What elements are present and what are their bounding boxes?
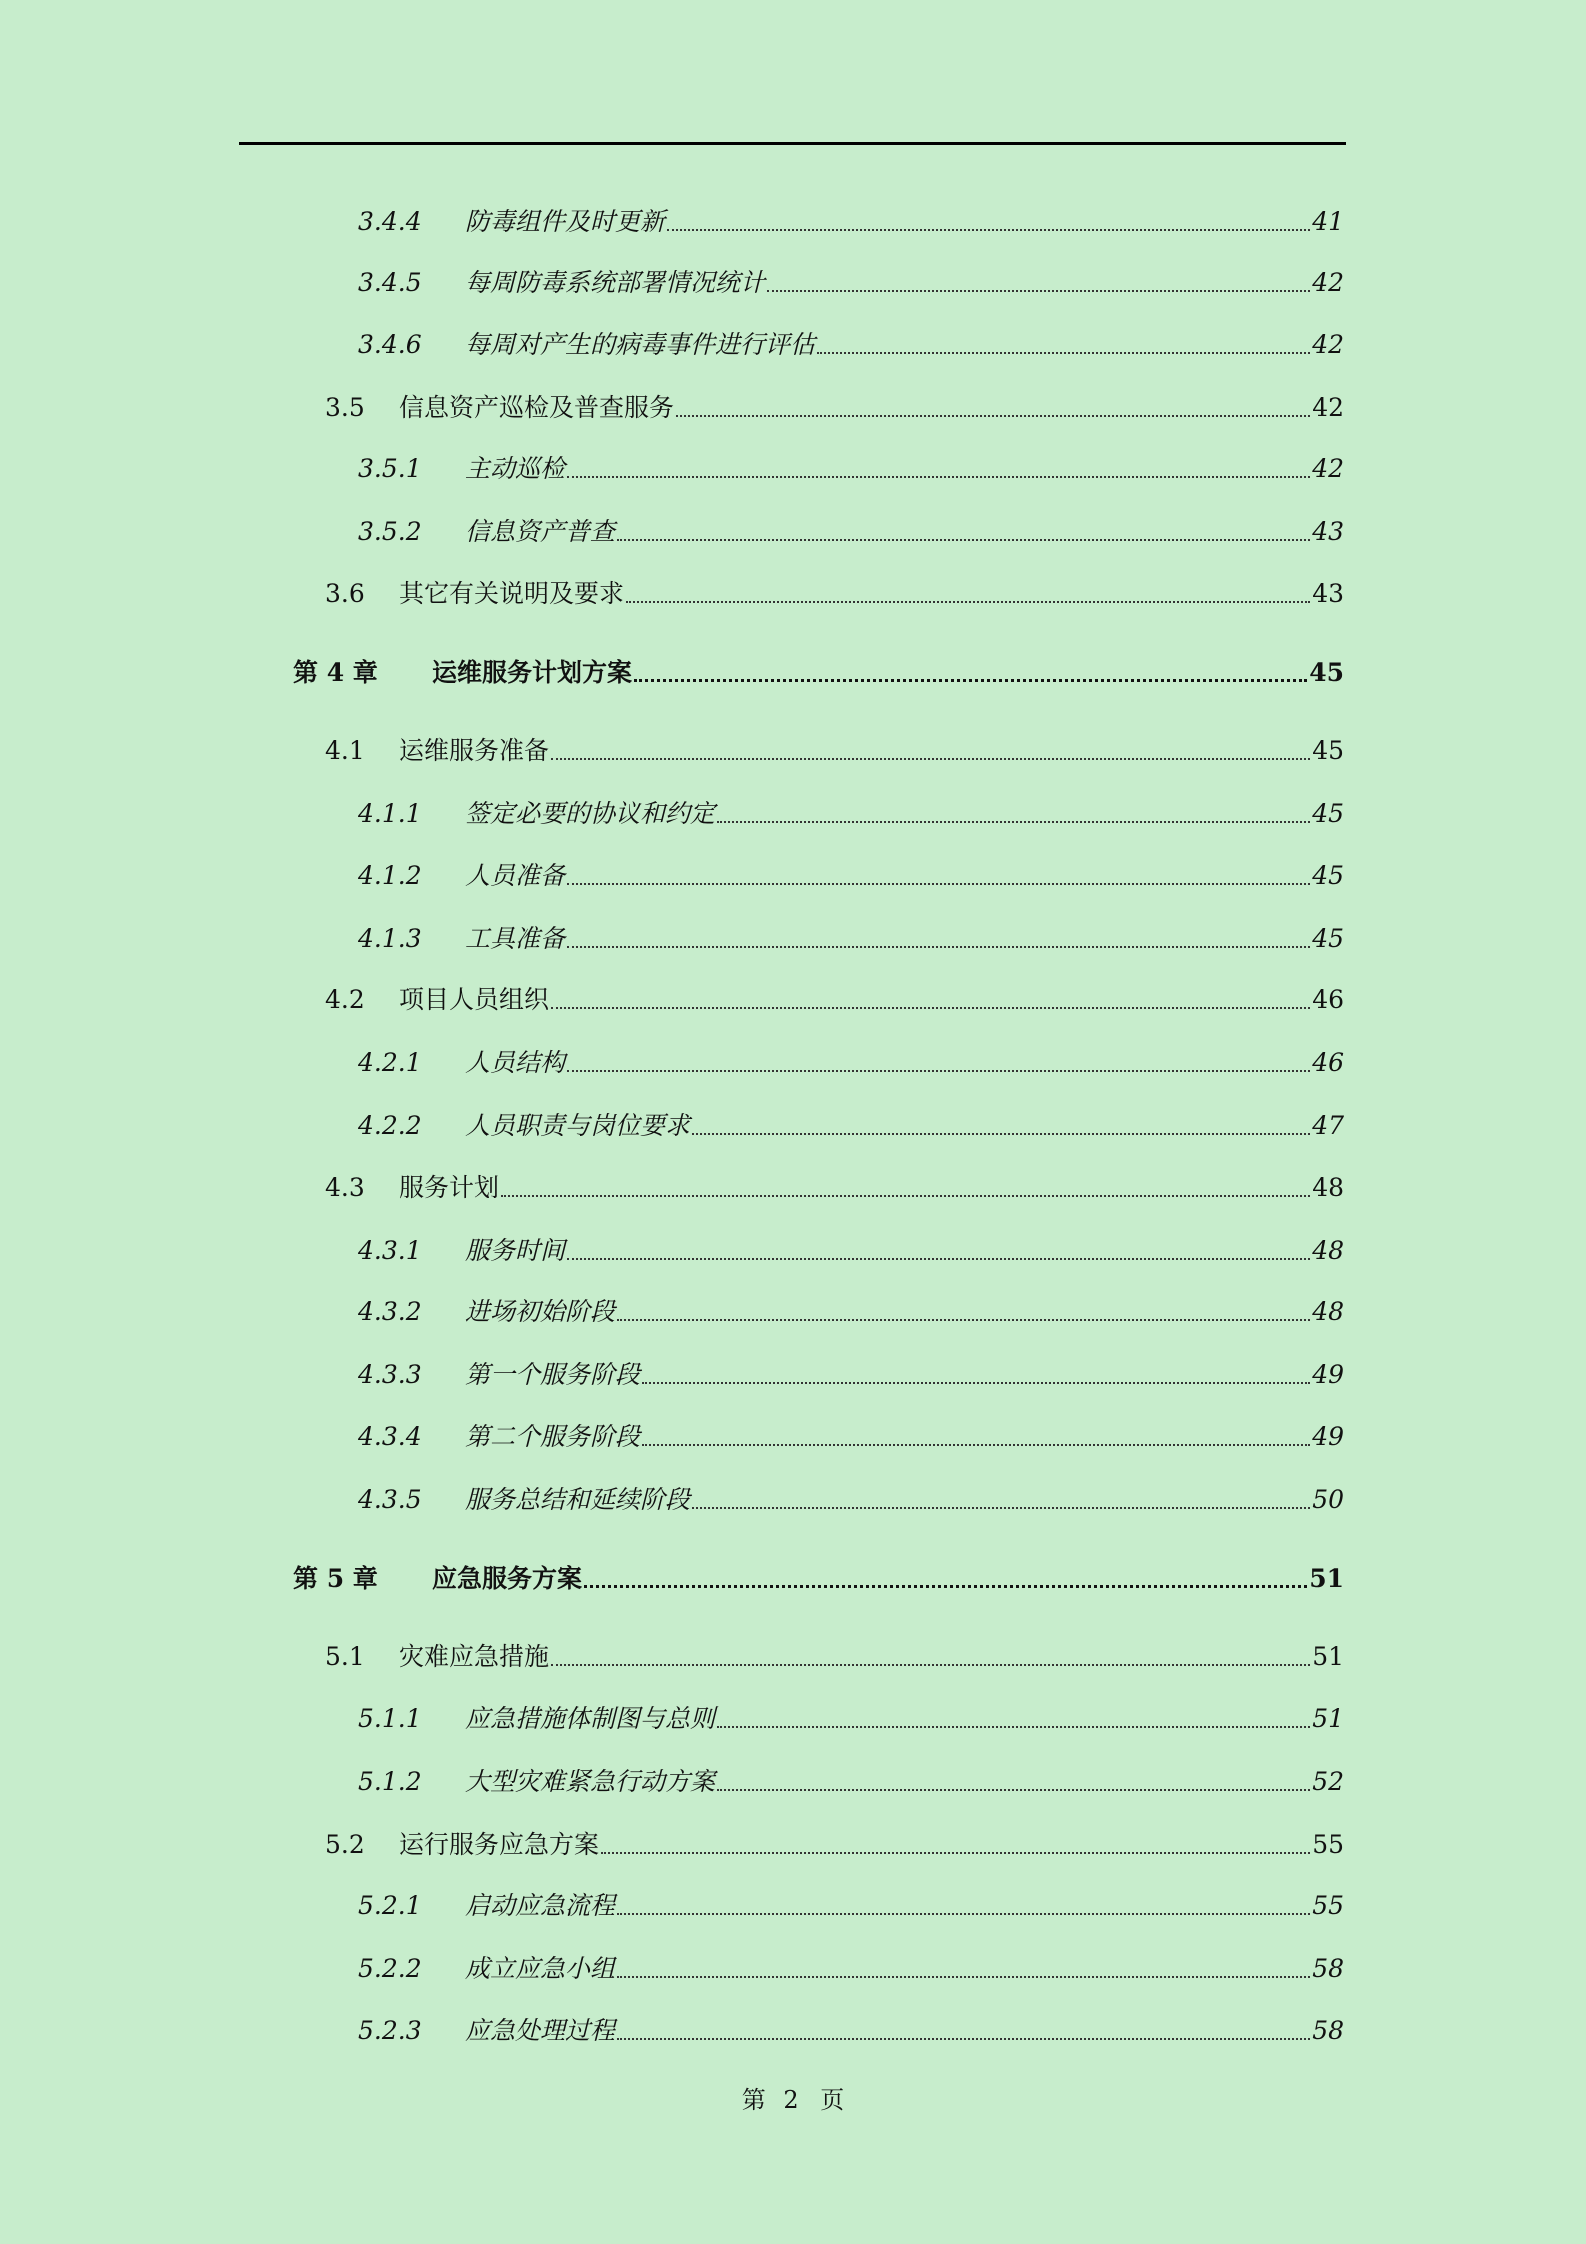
toc-entry-page: 43 <box>1312 579 1344 608</box>
toc-entry[interactable] <box>0 1824 1586 1864</box>
dot-leader <box>567 883 1310 885</box>
toc-entry-number: 3.5.1 <box>358 454 422 483</box>
dot-leader <box>642 1382 1310 1384</box>
toc-entry-title: 人员结构 <box>465 1048 566 1077</box>
toc-entry-page: 48 <box>1312 1297 1344 1326</box>
toc-entry-number: 5.2 <box>325 1830 365 1859</box>
dot-leader <box>617 2038 1310 2040</box>
toc-entry[interactable] <box>0 1291 1586 1331</box>
toc-entry-number: 5.2.1 <box>358 1891 422 1920</box>
dot-leader <box>717 821 1310 823</box>
toc-entry-page: 41 <box>1312 207 1344 236</box>
toc-entry-number: 4.3.1 <box>358 1236 422 1265</box>
dot-leader <box>584 1585 1307 1588</box>
footer-suffix: 页 <box>820 2086 845 2114</box>
toc-entry-page: 58 <box>1312 2016 1344 2045</box>
toc-entry-page: 52 <box>1312 1767 1344 1796</box>
dot-leader <box>501 1195 1310 1197</box>
toc-entry-number: 4.3.2 <box>358 1297 422 1326</box>
toc-entry-page: 55 <box>1312 1830 1344 1859</box>
toc-entry[interactable] <box>0 324 1586 364</box>
toc-entry[interactable] <box>0 1167 1586 1207</box>
toc-entry-page: 50 <box>1312 1485 1344 1514</box>
toc-entry-number: 5.1.1 <box>358 1704 422 1733</box>
toc-entry-number: 4.1.3 <box>358 924 422 953</box>
toc-entry-title: 服务计划 <box>399 1173 500 1202</box>
dot-leader <box>692 1507 1310 1509</box>
toc-entry-title: 防毒组件及时更新 <box>465 207 666 236</box>
toc-entry-page: 48 <box>1312 1236 1344 1265</box>
dot-leader <box>551 1664 1310 1666</box>
toc-entry-title: 应急措施体制图与总则 <box>465 1704 716 1733</box>
toc-entry-title: 第二个服务阶段 <box>465 1422 641 1451</box>
dot-leader <box>551 758 1310 760</box>
toc-entry-title: 灾难应急措施 <box>399 1642 550 1671</box>
toc-entry-title: 工具准备 <box>465 924 566 953</box>
toc-entry-page: 42 <box>1312 268 1344 297</box>
toc-entry-page: 46 <box>1312 985 1344 1014</box>
toc-entry[interactable] <box>0 511 1586 551</box>
toc-entry-title: 信息资产普查 <box>465 517 616 546</box>
toc-entry-title: 服务总结和延续阶段 <box>465 1485 691 1514</box>
toc-entry-number: 5.1.2 <box>358 1767 422 1796</box>
toc-entry[interactable] <box>0 1948 1586 1988</box>
toc-entry[interactable] <box>0 1354 1586 1394</box>
dot-leader <box>567 1258 1310 1260</box>
toc-entry[interactable] <box>0 573 1586 613</box>
toc-entry-title: 每周对产生的病毒事件进行评估 <box>465 330 816 359</box>
toc-entry-title: 进场初始阶段 <box>465 1297 616 1326</box>
toc-entry[interactable] <box>0 1885 1586 1925</box>
toc-entry-number: 3.5.2 <box>358 517 422 546</box>
dot-leader <box>767 290 1310 292</box>
toc-entry-title: 启动应急流程 <box>465 1891 616 1920</box>
toc-entry[interactable] <box>0 387 1586 427</box>
toc-entry-page: 46 <box>1312 1048 1344 1077</box>
toc-entry-title: 成立应急小组 <box>465 1954 616 1983</box>
toc-entry-title: 大型灾难紧急行动方案 <box>465 1767 716 1796</box>
toc-entry[interactable] <box>0 1105 1586 1145</box>
toc-entry-number: 4.3.5 <box>358 1485 422 1514</box>
toc-entry-number: 5.1 <box>325 1642 365 1671</box>
toc-entry-page: 47 <box>1312 1111 1344 1140</box>
dot-leader <box>617 1319 1310 1321</box>
toc-entry[interactable] <box>0 2010 1586 2050</box>
toc-entry-title: 每周防毒系统部署情况统计 <box>465 268 766 297</box>
header-rule <box>239 142 1346 145</box>
dot-leader <box>676 415 1310 417</box>
toc-entry-page: 43 <box>1312 517 1344 546</box>
toc-entry-page: 45 <box>1312 861 1344 890</box>
toc-entry-number: 4.2.2 <box>358 1111 422 1140</box>
toc-entry[interactable] <box>0 1698 1586 1738</box>
dot-leader <box>617 539 1310 541</box>
dot-leader <box>617 1913 1310 1915</box>
toc-entry[interactable] <box>0 652 1586 692</box>
toc-entry-number: 3.4.5 <box>358 268 422 297</box>
toc-entry[interactable] <box>0 1416 1586 1456</box>
toc-entry-title: 应急服务方案 <box>432 1564 583 1593</box>
toc-entry-page: 42 <box>1312 393 1344 422</box>
toc-entry-page: 51 <box>1312 1704 1344 1733</box>
toc-entry[interactable] <box>0 1761 1586 1801</box>
dot-leader <box>717 1789 1310 1791</box>
toc-entry[interactable] <box>0 1479 1586 1519</box>
dot-leader <box>817 352 1310 354</box>
toc-entry-number: 3.6 <box>325 579 365 608</box>
toc-entry[interactable] <box>0 1636 1586 1676</box>
toc-entry-number: 4.2 <box>325 985 365 1014</box>
toc-entry-title: 主动巡检 <box>465 454 566 483</box>
toc-entry[interactable] <box>0 262 1586 302</box>
toc-entry-number: 4.1.1 <box>358 799 422 828</box>
dot-leader <box>567 946 1310 948</box>
toc-entry-number: 3.4.4 <box>358 207 422 236</box>
dot-leader <box>692 1133 1310 1135</box>
toc-entry-number: 4.2.1 <box>358 1048 422 1077</box>
footer-page-number: 2 <box>783 2086 799 2114</box>
toc-entry[interactable] <box>0 1042 1586 1082</box>
toc-entry-number: 3.4.6 <box>358 330 422 359</box>
toc-entry-page: 58 <box>1312 1954 1344 1983</box>
dot-leader <box>634 679 1307 682</box>
dot-leader <box>667 229 1310 231</box>
toc-entry-page: 42 <box>1312 330 1344 359</box>
toc-entry-title: 运行服务应急方案 <box>399 1830 600 1859</box>
toc-entry-page: 51 <box>1312 1642 1344 1671</box>
dot-leader <box>617 1976 1310 1978</box>
toc-entry[interactable] <box>0 1230 1586 1270</box>
toc-entry-number: 4.3.3 <box>358 1360 422 1389</box>
toc-entry-title: 人员职责与岗位要求 <box>465 1111 691 1140</box>
toc-entry-page: 45 <box>1312 736 1344 765</box>
dot-leader <box>626 601 1310 603</box>
dot-leader <box>551 1007 1310 1009</box>
toc-entry-title: 运维服务计划方案 <box>432 658 633 687</box>
toc-entry-page: 45 <box>1309 658 1344 687</box>
dot-leader <box>567 476 1310 478</box>
toc-entry-number: 第 4 章 <box>293 658 378 687</box>
toc-entry-page: 55 <box>1312 1891 1344 1920</box>
toc-entry-page: 48 <box>1312 1173 1344 1202</box>
toc-entry-number: 5.2.3 <box>358 2016 422 2045</box>
toc-entry-title: 运维服务准备 <box>399 736 550 765</box>
toc-entry-page: 51 <box>1309 1564 1344 1593</box>
toc-entry-page: 49 <box>1312 1422 1344 1451</box>
toc-entry-page: 45 <box>1312 799 1344 828</box>
toc-entry[interactable] <box>0 201 1586 241</box>
toc-entry-number: 5.2.2 <box>358 1954 422 1983</box>
toc-entry-number: 第 5 章 <box>293 1564 378 1593</box>
toc-entry[interactable] <box>0 979 1586 1019</box>
toc-entry[interactable] <box>0 730 1586 770</box>
toc-entry-page: 49 <box>1312 1360 1344 1389</box>
toc-entry-number: 4.3 <box>325 1173 365 1202</box>
toc-entry-title: 人员准备 <box>465 861 566 890</box>
footer-prefix: 第 <box>741 2086 766 2114</box>
page-footer <box>0 2080 1586 2115</box>
toc-entry-title: 应急处理过程 <box>465 2016 616 2045</box>
dot-leader <box>601 1852 1310 1854</box>
toc-entry-title: 第一个服务阶段 <box>465 1360 641 1389</box>
toc-entry-page: 45 <box>1312 924 1344 953</box>
toc-entry-number: 4.3.4 <box>358 1422 422 1451</box>
toc-entry[interactable] <box>0 1558 1586 1598</box>
toc-entry-page: 42 <box>1312 454 1344 483</box>
toc-entry-title: 服务时间 <box>465 1236 566 1265</box>
dot-leader <box>642 1444 1310 1446</box>
toc-entry-title: 签定必要的协议和约定 <box>465 799 716 828</box>
toc-entry-title: 项目人员组织 <box>399 985 550 1014</box>
dot-leader <box>567 1070 1310 1072</box>
toc-entry-number: 3.5 <box>325 393 365 422</box>
toc-entry-title: 信息资产巡检及普查服务 <box>399 393 675 422</box>
toc-entry[interactable] <box>0 855 1586 895</box>
dot-leader <box>717 1726 1310 1728</box>
toc-entry[interactable] <box>0 918 1586 958</box>
toc-entry[interactable] <box>0 793 1586 833</box>
toc-entry-number: 4.1.2 <box>358 861 422 890</box>
toc-entry-title: 其它有关说明及要求 <box>399 579 625 608</box>
toc-entry[interactable] <box>0 448 1586 488</box>
toc-entry-number: 4.1 <box>325 736 365 765</box>
